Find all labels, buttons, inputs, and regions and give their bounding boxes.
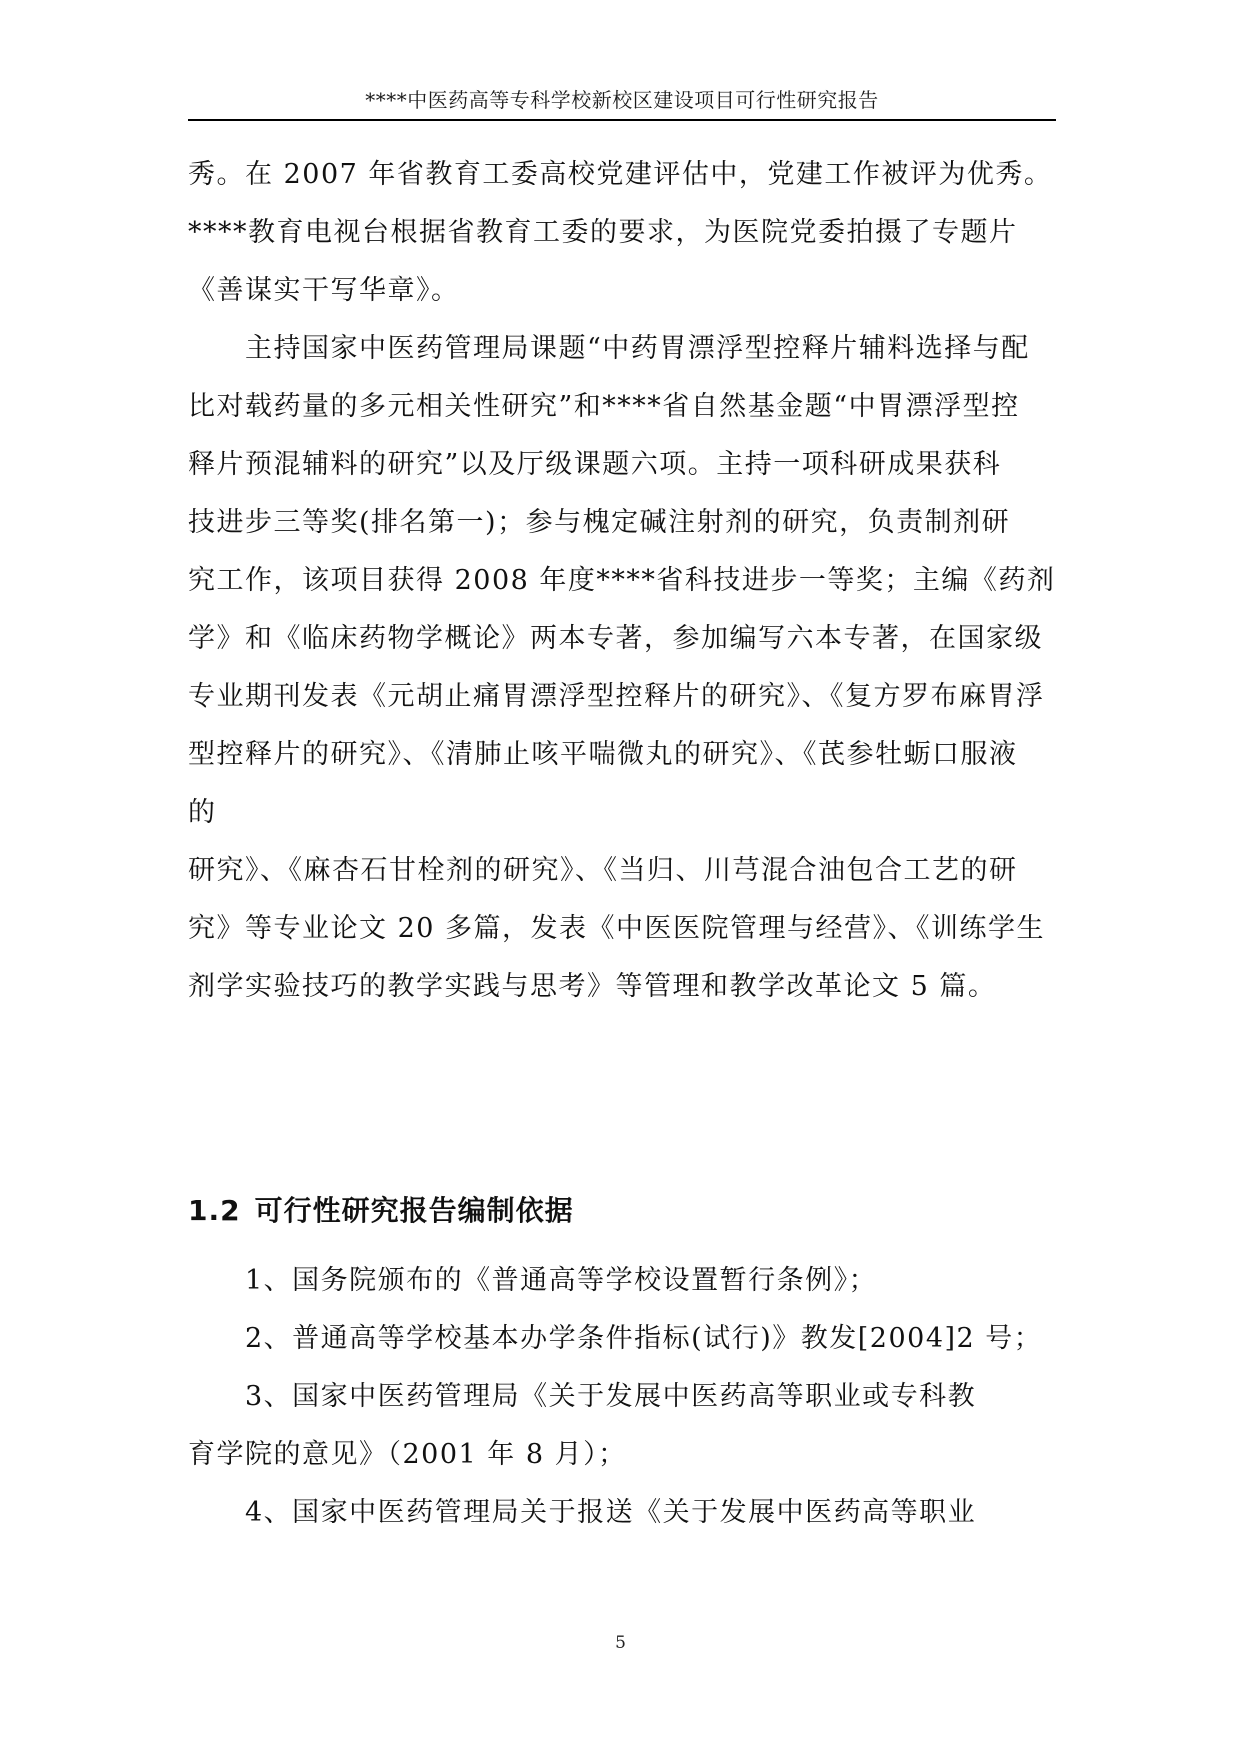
- paragraph-line: ****教育电视台根据省教育工委的要求，为医院党委拍摄了专题片: [188, 217, 1018, 248]
- paragraph-line: 专业期刊发表《元胡止痛胃漂浮型控释片的研究》、《复方罗布麻胃浮: [188, 681, 1045, 712]
- section-title: 可行性研究报告编制依据: [254, 1194, 574, 1227]
- paragraph-line: 剂学实验技巧的教学实践与思考》等管理和教学改革论文 5 篇。: [188, 971, 997, 1002]
- list-item: 3、国家中医药管理局《关于发展中医药高等职业或专科教: [245, 1381, 977, 1412]
- list-item-continuation: 育学院的意见》（2001 年 8 月）；: [188, 1439, 627, 1470]
- running-header: ****中医药高等专科学校新校区建设项目可行性研究报告: [365, 88, 879, 112]
- paragraph-line: 秀。在 2007 年省教育工委高校党建评估中，党建工作被评为优秀。: [188, 159, 1053, 190]
- paragraph-line: 释片预混辅料的研究”以及厅级课题六项。主持一项科研成果获科: [188, 449, 1002, 480]
- paragraph-line: 究工作，该项目获得 2008 年度****省科技进步一等奖；主编《药剂: [188, 565, 1056, 596]
- paragraph-line: 比对载药量的多元相关性研究”和****省自然基金题“中胃漂浮型控: [188, 391, 1020, 422]
- section-heading: [188, 1192, 574, 1230]
- paragraph-line: 的: [188, 797, 217, 828]
- paragraph-line: 型控释片的研究》、《清肺止咳平喘微丸的研究》、《芪参牡蛎口服液: [188, 739, 1018, 770]
- paragraph-line: 究》等专业论文 20 多篇，发表《中医医院管理与经营》、《训练学生: [188, 913, 1046, 944]
- paragraph-line: 技进步三等奖(排名第一)；参与槐定碱注射剂的研究，负责制剂研: [188, 507, 1011, 538]
- list-item: 2、普通高等学校基本办学条件指标(试行)》教发[2004]2 号；: [245, 1323, 1043, 1354]
- list-item: 4、国家中医药管理局关于报送《关于发展中医药高等职业: [245, 1497, 977, 1528]
- paragraph-line: 《善谋实干写华章》。: [188, 275, 460, 306]
- paragraph-line: 研究》、《麻杏石甘栓剂的研究》、《当归、川芎混合油包合工艺的研: [188, 855, 1018, 886]
- paragraph-line: 主持国家中医药管理局课题“中药胃漂浮型控释片辅料选择与配: [245, 333, 1030, 364]
- page-number: 5: [615, 1633, 626, 1653]
- header-rule: [188, 119, 1056, 121]
- list-item: 1、国务院颁布的《普通高等学校设置暂行条例》；: [245, 1265, 878, 1296]
- paragraph-line: 学》和《临床药物学概论》两本专著，参加编写六本专著，在国家级: [188, 623, 1043, 654]
- section-number: 1.2: [188, 1194, 241, 1227]
